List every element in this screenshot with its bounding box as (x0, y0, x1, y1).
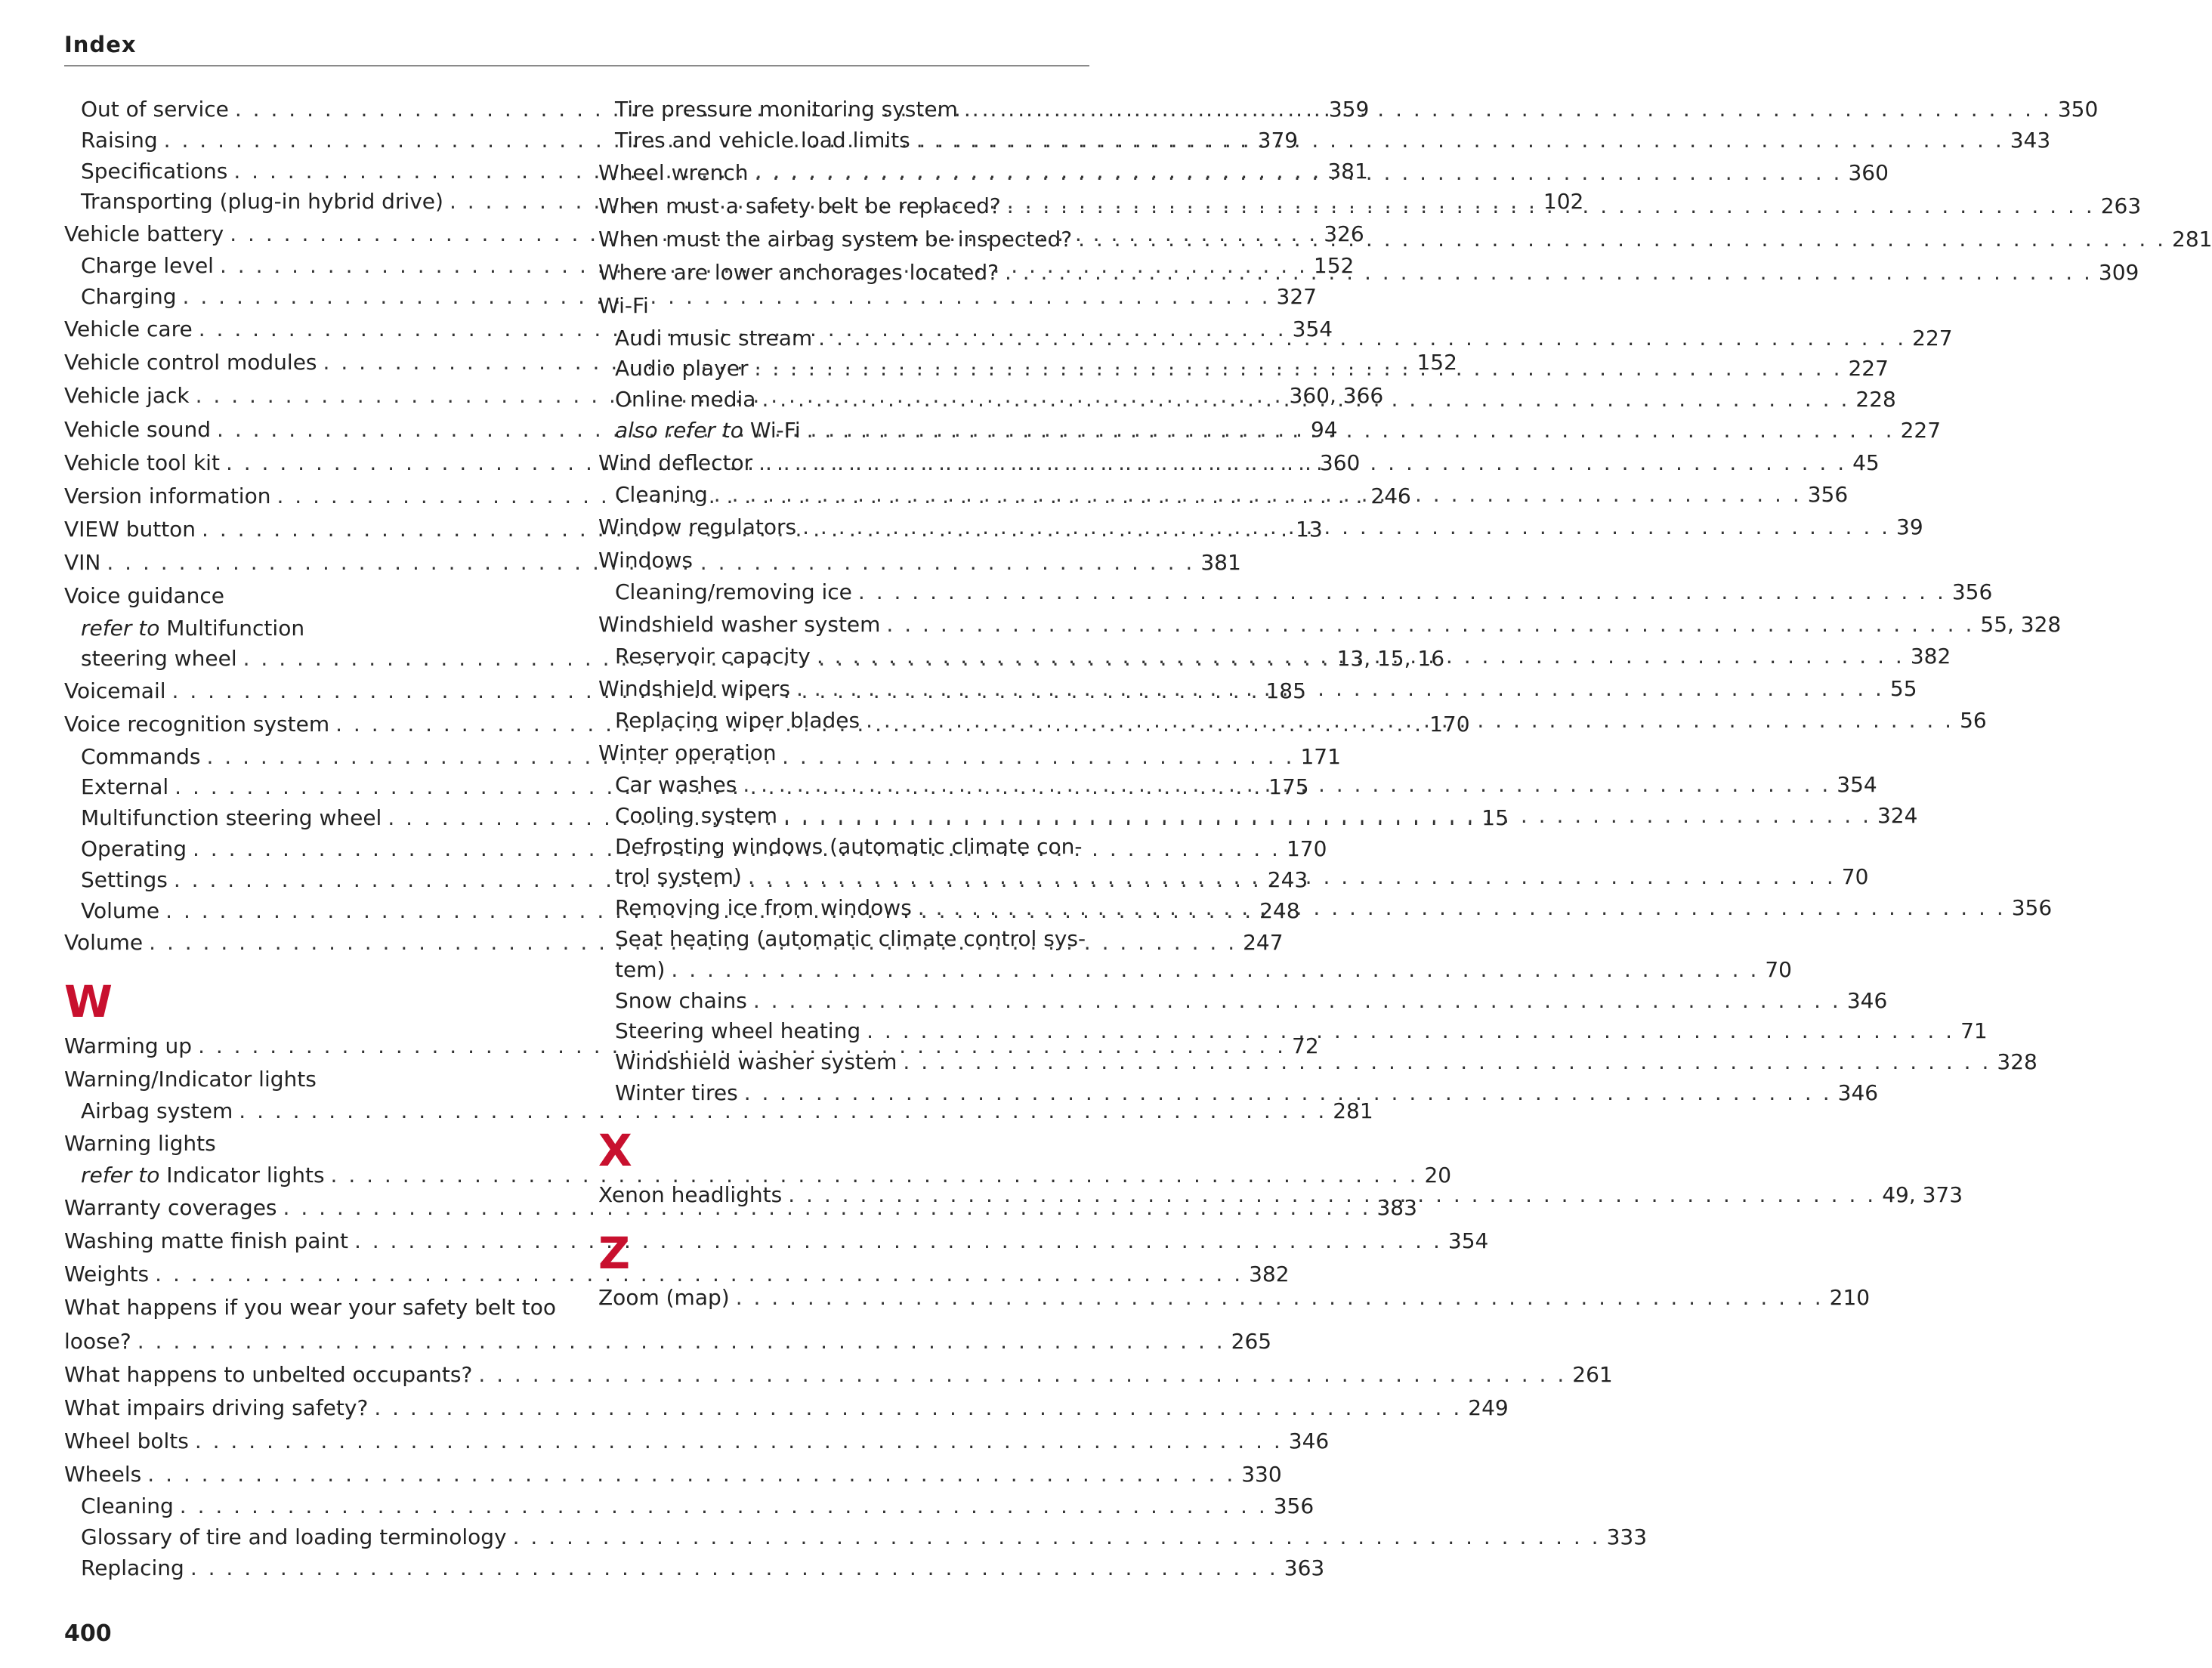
entry-label (615, 641, 811, 672)
entry-label (64, 1258, 149, 1291)
entry-text: Cooling system (615, 802, 778, 828)
page-title: Index (64, 32, 137, 57)
entry-text: Airbag system (81, 1098, 233, 1123)
entry-text: Window regulators (598, 514, 797, 539)
index-entry (64, 1325, 1272, 1358)
entry-page-ref: 346 (1288, 1429, 1330, 1454)
entry-text: Seat heating (automatic climate control sys- (615, 926, 1086, 952)
entry-text: Windshield wipers (598, 675, 790, 701)
index-entry (64, 1553, 1325, 1584)
index-entry (64, 1358, 1613, 1392)
entry-page-ref: 185 (1265, 678, 1306, 704)
entry-page-ref: 346 (1846, 987, 1888, 1013)
entry-label (598, 672, 790, 706)
entry-page-ref: 363 (1284, 1555, 1325, 1581)
leader-dots (738, 1078, 1838, 1109)
entry-text: Snow chains (615, 987, 747, 1013)
entry-page-ref: 94 (1310, 416, 1338, 442)
entry-label (64, 1030, 192, 1063)
entry-text: Warning lights (64, 1130, 216, 1156)
entry-text: Vehicle tool kit (64, 449, 220, 475)
entry-label (64, 1191, 277, 1225)
entry-text: Xenon headlights (598, 1182, 783, 1207)
leader-dots (665, 955, 1765, 986)
entry-label (615, 323, 812, 354)
entry-page-ref: 265 (1231, 1328, 1272, 1354)
entry-text: Tire pressure monitoring system (615, 97, 958, 122)
leader-dots (1001, 190, 2101, 223)
entry-text: Multifunction steering wheel (81, 805, 382, 831)
index-entry (598, 924, 1089, 955)
entry-label (81, 1553, 184, 1584)
index-entry (64, 1491, 1315, 1522)
entry-text: VIN (64, 550, 101, 576)
index-entry (64, 1458, 1282, 1491)
leader-dots (755, 385, 1855, 415)
entry-page-ref: 102 (1543, 189, 1584, 215)
entry-page-ref: 359 (1328, 97, 1370, 122)
index-entry (598, 737, 1089, 770)
entry-page-ref: 152 (1416, 350, 1457, 375)
entry-text: Vehicle sound (64, 416, 212, 442)
entry-page-ref: 343 (2010, 127, 2051, 153)
entry-label (81, 613, 304, 644)
entry-text: Voice recognition system (64, 712, 330, 737)
entry-page-ref: 360 (1319, 449, 1361, 475)
leader-dots (368, 1392, 1468, 1425)
index-entry (64, 1160, 1452, 1191)
entry-label (64, 1358, 472, 1392)
entry-label (81, 1522, 507, 1553)
entry-page-ref: 70 (1765, 956, 1792, 982)
section-letter-w: W (64, 975, 113, 1027)
leader-dots (507, 1522, 1607, 1553)
entry-label (64, 1127, 216, 1160)
entry-page-ref: 379 (1257, 127, 1299, 153)
entry-label (615, 125, 910, 156)
entry-text: Washing matte finish paint (64, 1228, 348, 1253)
entry-text: Defrosting windows (automatic climate con- (615, 833, 1083, 859)
leader-dots (737, 770, 1837, 801)
entry-label (615, 1016, 860, 1047)
entry-text: Operating (81, 836, 187, 862)
entry-label (64, 546, 100, 579)
entry-label (615, 577, 852, 608)
entry-label (64, 675, 166, 708)
entry-label (81, 803, 382, 834)
entry-page-ref: 333 (1606, 1524, 1648, 1550)
entry-text: Where are lower anchorages located? (598, 260, 999, 286)
entry-text: Volume (81, 897, 160, 923)
index-entry (64, 1392, 1509, 1425)
entry-text: Indicator lights (166, 1162, 325, 1188)
entry-text: Audi music stream (615, 325, 813, 351)
entry-text: When must the airbag system be inspected? (598, 226, 1073, 252)
entry-page-ref: 330 (1241, 1462, 1282, 1487)
entry-page-ref: 243 (1267, 866, 1308, 892)
leader-dots (748, 156, 1848, 190)
entry-page-ref: 227 (1848, 356, 1889, 381)
entry-label (615, 893, 912, 924)
entry-label (64, 1392, 368, 1425)
entry-label (598, 511, 796, 544)
entry-text: Settings (81, 866, 168, 892)
entry-page-ref: 383 (1376, 1194, 1417, 1220)
entry-text: Vehicle care (64, 316, 193, 341)
entry-text: trol system) (615, 864, 742, 890)
entry-label (81, 251, 214, 282)
entry-text: Charge level (81, 253, 214, 279)
entry-label (64, 708, 329, 741)
leader-dots (999, 256, 2099, 289)
entry-label (64, 1458, 141, 1491)
entry-page-ref: 227 (1912, 325, 1953, 351)
entry-text: Multifunction (166, 615, 305, 641)
entry-label (64, 446, 220, 480)
entry-text: Warranty coverages (64, 1194, 277, 1220)
leader-dots (897, 1047, 1997, 1078)
entry-text: Voice guidance (64, 583, 225, 609)
index-entry (64, 1425, 1330, 1458)
entry-label (615, 94, 958, 125)
entry-label (81, 156, 227, 187)
entry-text: Transporting (plug-in hybrid drive) (81, 189, 443, 215)
section-letter-z: Z (598, 1227, 631, 1279)
entry-text: Online media (615, 387, 756, 412)
entry-page-ref: 249 (1468, 1395, 1509, 1420)
entry-label (598, 608, 880, 641)
entry-label (81, 125, 158, 156)
index-entry (598, 1047, 2037, 1078)
leader-dots (752, 446, 1852, 480)
leader-dots (958, 94, 2058, 125)
entry-page-ref: 56 (1960, 708, 1987, 734)
entry-page-ref: 281 (2172, 226, 2212, 252)
entry-page-ref: 354 (1447, 1228, 1489, 1253)
entry-label (598, 737, 777, 770)
entry-page-ref: 327 (1276, 284, 1317, 310)
index-entry (64, 1258, 1290, 1291)
section-letter-x: X (598, 1124, 632, 1176)
entry-label (615, 801, 777, 832)
entry-page-ref: 170 (1286, 836, 1327, 862)
entry-label (81, 1491, 174, 1522)
index-entry (598, 577, 1993, 608)
entry-text: Car washes (615, 772, 737, 798)
entry-label (81, 742, 201, 773)
entry-page-ref: 227 (1900, 417, 1942, 443)
entry-page-ref: 70 (1841, 864, 1869, 890)
page-number: 400 (64, 1620, 112, 1647)
entry-page-ref: 246 (1370, 483, 1411, 508)
entry-text: What happens if you wear your safety belt too (64, 1295, 556, 1320)
entry-label (615, 706, 860, 737)
entry-text: External (81, 774, 169, 800)
entry-text: Replacing wiper blades (615, 708, 860, 734)
entry-text: Tires and vehicle load limits (615, 127, 910, 153)
entry-page-ref: 263 (2100, 193, 2142, 218)
entry-label (598, 223, 1072, 256)
index-entry (64, 1096, 1373, 1127)
leader-dots (796, 511, 1896, 544)
entry-label (64, 379, 190, 412)
entry-label (598, 544, 693, 577)
entry-text: Cleaning (615, 481, 708, 507)
entry-label (81, 187, 443, 218)
leader-dots (777, 801, 1877, 832)
entry-text: Steering wheel heating (615, 1018, 861, 1044)
entry-page-ref: 281 (1333, 1098, 1373, 1123)
index-entry (598, 289, 1089, 323)
entry-text: Winter tires (615, 1080, 738, 1105)
entry-text: Glossary of tire and loading terminology (81, 1524, 507, 1550)
entry-page-ref: 71 (1960, 1018, 1988, 1044)
index-entry (598, 1281, 1871, 1314)
entry-page-ref: 354 (1837, 772, 1877, 798)
entry-text: Zoom (map) (598, 1284, 730, 1310)
entry-text: Cleaning (81, 1493, 174, 1519)
entry-label (64, 1325, 131, 1358)
index-entry (598, 1078, 1879, 1109)
entry-text: Charging (81, 284, 177, 310)
entry-text: Wi-Fi (749, 417, 801, 443)
leader-dots (782, 1178, 1882, 1212)
index-entry (64, 1291, 557, 1324)
leader-dots (189, 1425, 1289, 1458)
leader-dots (472, 1358, 1572, 1392)
entry-page-ref: 55, 328 (1980, 611, 2062, 637)
page-header (64, 32, 1089, 66)
entry-label (81, 94, 229, 125)
entry-page-ref: 20 (1424, 1162, 1452, 1188)
leader-dots (1072, 223, 2172, 256)
leader-dots (747, 986, 1847, 1017)
index-entry (64, 1522, 1648, 1553)
leader-dots (141, 1458, 1241, 1491)
entry-label (64, 480, 270, 513)
entry-text: Weights (64, 1262, 150, 1287)
entry-label (598, 1281, 730, 1314)
entry-page-ref: 356 (2011, 895, 2053, 921)
entry-label (615, 832, 1082, 863)
entry-label (615, 385, 755, 415)
entry-text: Winter operation (598, 740, 777, 765)
entry-label (598, 1178, 782, 1212)
index-entry (64, 1127, 557, 1160)
entry-page-ref: 381 (1327, 158, 1368, 184)
entry-label (598, 289, 649, 323)
leader-dots (852, 577, 1952, 608)
entry-page-ref: 261 (1572, 1361, 1613, 1387)
entry-text: Vehicle jack (64, 383, 190, 409)
entry-page-ref: 45 (1852, 449, 1880, 475)
entry-text: Raising (81, 127, 158, 153)
entry-page-ref: 324 (1877, 802, 1918, 828)
entry-page-ref: 360 (1848, 159, 1889, 185)
entry-page-ref: 228 (1855, 387, 1896, 412)
entry-label (64, 218, 224, 251)
entry-page-ref: 72 (1292, 1033, 1319, 1058)
entry-label (598, 156, 748, 190)
leader-dots (860, 706, 1960, 737)
entry-page-ref: 382 (1910, 644, 1951, 669)
entry-page-ref: 13 (1296, 517, 1323, 542)
entry-text: Removing ice from windows (615, 895, 912, 921)
entry-text: Reservoir capacity (615, 644, 811, 669)
index-entry (598, 544, 1089, 577)
index-entry (598, 955, 1792, 986)
entry-page-ref: 326 (1324, 221, 1364, 247)
entry-text: Warning/Indicator lights (64, 1066, 317, 1092)
entry-page-ref: 356 (1807, 481, 1849, 507)
entry-text: Wheel bolts (64, 1429, 189, 1454)
leader-dots (742, 862, 1842, 893)
entry-page-ref: 360, 366 (1289, 383, 1384, 409)
leader-dots (880, 608, 1980, 641)
cross-reference: also refer to (615, 417, 743, 443)
leader-dots (174, 1491, 1274, 1522)
entry-text: Vehicle control modules (64, 350, 317, 375)
leader-dots (790, 672, 1890, 706)
entry-text: Wi-Fi (598, 293, 649, 319)
entry-text: Version information (64, 483, 271, 508)
entry-label (615, 955, 665, 986)
entry-label (64, 1063, 317, 1096)
entry-label (64, 926, 143, 959)
entry-page-ref: 49, 373 (1882, 1182, 1963, 1207)
entry-text: Wind deflector (598, 449, 753, 475)
entry-page-ref: 248 (1259, 897, 1300, 923)
entry-page-ref: 354 (1292, 316, 1333, 341)
entry-text: Wheel wrench (598, 159, 749, 185)
entry-page-ref: 55 (1889, 675, 1917, 701)
entry-label (64, 413, 211, 446)
leader-dots (184, 1553, 1284, 1584)
entry-text: Audio player (615, 356, 749, 381)
entry-text: What happens to unbelted occupants? (64, 1361, 473, 1387)
entry-label (615, 354, 749, 385)
cross-reference: refer to (81, 1162, 160, 1188)
entry-text: Voicemail (64, 678, 166, 704)
leader-dots (812, 323, 1912, 354)
entry-label (64, 1291, 556, 1324)
entry-label (615, 986, 747, 1017)
index-entry (64, 1063, 557, 1096)
entry-label (615, 862, 742, 893)
entry-page-ref: 381 (1200, 550, 1241, 576)
cross-reference: refer to (81, 615, 160, 641)
entry-text: Commands (81, 743, 201, 769)
leader-dots (912, 893, 2012, 924)
entry-label (64, 346, 317, 379)
entry-label (81, 865, 168, 896)
entry-page-ref: 328 (1997, 1049, 2037, 1075)
index-entry (64, 579, 557, 613)
entry-label (598, 190, 1001, 223)
entry-label (598, 446, 752, 480)
entry-text: VIEW button (64, 517, 196, 542)
entry-text: Windows (598, 547, 693, 573)
entry-page-ref: 382 (1249, 1262, 1290, 1287)
index-entry (64, 613, 557, 644)
entry-label (615, 1078, 738, 1109)
leader-dots (708, 480, 1808, 511)
entry-page-ref: 170 (1429, 712, 1470, 737)
entry-label (64, 1225, 348, 1258)
entry-text: Wheels (64, 1462, 142, 1487)
entry-label (81, 896, 159, 927)
entry-label (81, 1096, 233, 1127)
entry-text: steering wheel (81, 646, 237, 672)
entry-text: Out of service (81, 97, 229, 122)
entry-label (81, 772, 168, 803)
entry-page-ref: 309 (2098, 260, 2139, 286)
entry-text: Cleaning/removing ice (615, 579, 852, 605)
index-entry (64, 1225, 1489, 1258)
entry-label (615, 415, 801, 446)
entry-text: Replacing (81, 1555, 184, 1581)
entry-page-ref: 210 (1829, 1284, 1871, 1310)
leader-dots (730, 1281, 1830, 1314)
entry-label (615, 480, 708, 511)
entry-text: Windshield washer system (615, 1049, 897, 1075)
index-entry (598, 608, 2062, 641)
leader-dots (811, 641, 1911, 672)
index-entry (598, 832, 1089, 863)
entry-text: What impairs driving safety? (64, 1395, 369, 1420)
entry-label (615, 1047, 897, 1078)
entry-page-ref: 152 (1313, 253, 1355, 279)
entry-page-ref: 39 (1896, 514, 1923, 539)
entry-page-ref: 350 (2057, 97, 2099, 122)
leader-dots (749, 354, 1849, 385)
entry-page-ref: 175 (1268, 774, 1309, 800)
entry-text: When must a safety belt be replaced? (598, 193, 1001, 218)
entry-label (81, 644, 237, 675)
entry-label (615, 924, 1086, 955)
entry-page-ref: 13, 15, 16 (1336, 646, 1445, 672)
entry-text: Specifications (81, 158, 228, 184)
entry-page-ref: 247 (1243, 930, 1284, 956)
entry-label (615, 770, 737, 801)
entry-page-ref: 15 (1481, 805, 1509, 831)
entry-page-ref: 356 (1951, 579, 1993, 605)
entry-label (64, 579, 224, 613)
entry-label (81, 1160, 325, 1191)
entry-label (81, 834, 187, 865)
entry-label (64, 513, 196, 546)
entry-text: Vehicle battery (64, 221, 224, 247)
entry-page-ref: 356 (1273, 1493, 1315, 1519)
leader-dots (131, 1325, 1231, 1358)
leader-dots (801, 415, 1901, 446)
leader-dots (860, 1016, 1960, 1047)
entry-text: loose? (64, 1328, 131, 1354)
index-entry (598, 986, 1888, 1017)
entry-page-ref: 171 (1300, 743, 1341, 769)
entry-text: Windshield washer system (598, 611, 881, 637)
entry-page-ref: 346 (1837, 1080, 1879, 1105)
entry-label (64, 1425, 189, 1458)
entry-text: tem) (615, 956, 666, 982)
entry-label (598, 256, 999, 289)
entry-label (81, 282, 177, 313)
entry-text: Warming up (64, 1033, 193, 1058)
entry-label (64, 313, 193, 346)
leader-dots (910, 125, 2010, 156)
entry-text: Volume (64, 930, 144, 956)
